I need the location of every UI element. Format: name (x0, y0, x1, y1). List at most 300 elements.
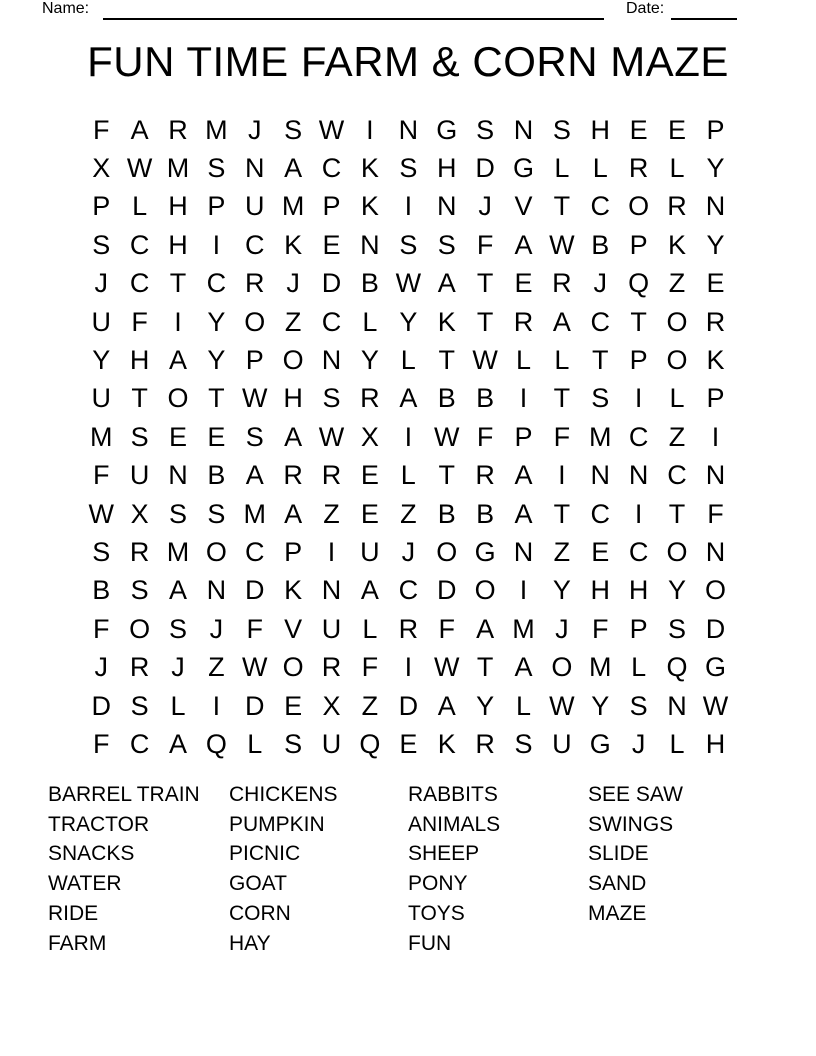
grid-cell: M (512, 613, 535, 644)
grid-cell: S (476, 114, 495, 145)
grid-cell: Y (668, 575, 687, 606)
letter-grid (82, 111, 735, 764)
grid-cell: C (129, 268, 150, 299)
grid-cell: N (360, 229, 380, 260)
grid-cell: K (668, 229, 687, 260)
date-blank-line (671, 0, 737, 20)
grid-cell: H (590, 114, 611, 145)
grid-cell: D (245, 690, 265, 721)
grid-cell: Z (668, 268, 686, 299)
grid-cell: L (400, 460, 416, 491)
grid-cell: W (88, 498, 114, 529)
grid-cell: S (284, 114, 303, 145)
grid-cell: L (592, 153, 608, 184)
grid-cell: A (284, 153, 303, 184)
grid-cell: C (129, 728, 150, 759)
grid-cell: R (129, 536, 150, 567)
grid-cell: R (168, 114, 188, 145)
grid-cell: I (404, 421, 413, 452)
grid-cell: B (207, 460, 226, 491)
grid-cell: F (92, 613, 110, 644)
grid-cell: F (92, 460, 110, 491)
grid-cell: H (436, 153, 457, 184)
grid-cell: S (130, 421, 149, 452)
grid-cell: T (553, 383, 571, 414)
grid-cell: T (476, 306, 494, 337)
grid-cell: P (245, 345, 264, 376)
grid-cell: A (514, 229, 533, 260)
grid-cell: C (321, 306, 342, 337)
grid-cell: C (129, 229, 150, 260)
grid-cell: L (669, 383, 685, 414)
grid-cell: Q (628, 268, 650, 299)
grid-cell: Z (400, 498, 417, 529)
grid-cell: O (282, 345, 304, 376)
grid-cell: Y (399, 306, 418, 337)
grid-cell: G (474, 536, 496, 567)
date-label: Date: (626, 0, 665, 17)
grid-cell: U (321, 613, 342, 644)
grid-cell: L (669, 728, 685, 759)
word-item: HAY (229, 931, 271, 955)
grid-cell: I (212, 690, 221, 721)
grid-cell: R (628, 153, 649, 184)
grid-cell: L (362, 613, 378, 644)
grid-cell: C (628, 536, 649, 567)
word-item: ANIMALS (408, 812, 501, 836)
grid-cell: O (129, 613, 151, 644)
name-blank-line (103, 0, 604, 20)
grid-cell: C (321, 153, 342, 184)
grid-cell: Y (591, 690, 610, 721)
grid-cell: O (244, 306, 266, 337)
grid-cell: F (92, 728, 110, 759)
word-item: SEE SAW (588, 783, 683, 806)
grid-cell: B (437, 498, 456, 529)
grid-cell: Q (666, 652, 688, 683)
grid-cell: F (592, 613, 609, 644)
grid-cell: K (284, 229, 303, 260)
grid-cell: A (360, 575, 379, 606)
grid-cell: X (360, 421, 379, 452)
grid-cell: J (248, 114, 262, 145)
grid-cell: R (398, 613, 419, 644)
grid-cell: Q (359, 728, 381, 759)
grid-cell: E (207, 421, 226, 452)
grid-cell: W (242, 383, 268, 414)
grid-cell: H (168, 229, 188, 260)
grid-cell: J (555, 613, 569, 644)
grid-cell: J (171, 652, 185, 683)
grid-cell: Z (208, 652, 225, 683)
grid-cell: J (94, 652, 108, 683)
grid-cell: P (706, 383, 725, 414)
grid-cell: A (476, 613, 495, 644)
grid-cell: N (321, 575, 342, 606)
grid-cell: U (245, 191, 265, 222)
word-item: SHEEP (408, 842, 480, 866)
grid-cell: H (129, 345, 150, 376)
grid-cell: N (206, 575, 227, 606)
grid-cell: L (247, 728, 263, 759)
grid-cell: D (475, 153, 495, 184)
grid-cell: A (284, 498, 303, 529)
grid-cell: N (590, 460, 611, 491)
grid-cell: R (475, 460, 495, 491)
grid-cell: B (92, 575, 111, 606)
grid-cell: I (711, 421, 720, 452)
grid-cell: K (360, 191, 379, 222)
grid-cell: M (89, 421, 113, 452)
grid-cell: Y (706, 229, 725, 260)
grid-cell: A (437, 268, 456, 299)
grid-cell: X (130, 498, 149, 529)
grid-cell: J (94, 268, 108, 299)
grid-cell: O (282, 652, 304, 683)
grid-cell: Y (92, 345, 111, 376)
grid-cell: Z (323, 498, 340, 529)
grid-cell: W (549, 690, 575, 721)
grid-cell: W (395, 268, 422, 299)
grid-cell: T (476, 268, 494, 299)
grid-cell: R (705, 306, 726, 337)
grid-cell: D (91, 690, 111, 721)
grid-cell: V (514, 191, 533, 222)
grid-cell: O (436, 536, 458, 567)
grid-cell: S (399, 153, 418, 184)
grid-cell: T (592, 345, 609, 376)
grid-cell: T (169, 268, 187, 299)
grid-cell: A (399, 383, 418, 414)
word-item: GOAT (229, 872, 287, 896)
grid-cell: S (168, 498, 187, 529)
grid-cell: L (515, 345, 531, 376)
grid-cell: T (208, 383, 225, 414)
grid-cell: L (515, 690, 531, 721)
grid-cell: A (514, 498, 533, 529)
grid-cell: U (91, 383, 111, 414)
grid-cell: R (321, 652, 342, 683)
grid-cell: L (170, 690, 186, 721)
grid-cell: I (634, 383, 643, 414)
grid-cell: B (476, 498, 495, 529)
grid-cell: E (668, 114, 687, 145)
word-item: SAND (588, 872, 647, 896)
grid-cell: H (590, 575, 611, 606)
word-item: CHICKENS (229, 783, 338, 806)
grid-cell: L (132, 191, 148, 222)
grid-cell: R (475, 728, 495, 759)
grid-cell: I (634, 498, 643, 529)
grid-cell: U (129, 460, 150, 491)
grid-cell: D (321, 268, 342, 299)
grid-cell: P (514, 421, 533, 452)
grid-cell: O (704, 575, 726, 606)
grid-cell: A (168, 575, 187, 606)
grid-cell: L (669, 153, 685, 184)
grid-cell: A (437, 690, 456, 721)
word-list-column (229, 780, 408, 958)
grid-cell: K (437, 728, 456, 759)
grid-cell: G (589, 728, 611, 759)
grid-cell: P (284, 536, 303, 567)
grid-cell: I (327, 536, 336, 567)
word-item: PUMPKIN (229, 812, 325, 836)
grid-cell: A (130, 114, 149, 145)
grid-cell: R (245, 268, 265, 299)
grid-cell: O (551, 652, 573, 683)
grid-cell: T (476, 652, 494, 683)
grid-cell: C (590, 498, 611, 529)
grid-cell: L (554, 153, 570, 184)
grid-cell: S (591, 383, 610, 414)
grid-cell: S (92, 536, 111, 567)
word-list-column (48, 780, 229, 958)
grid-cell: F (553, 421, 571, 452)
grid-cell: F (361, 652, 379, 683)
grid-cell: W (549, 229, 575, 260)
grid-cell: S (399, 229, 418, 260)
grid-cell: T (131, 383, 148, 414)
grid-cell: A (245, 460, 264, 491)
grid-cell: P (629, 229, 648, 260)
grid-cell: K (360, 153, 379, 184)
grid-cell: O (666, 345, 688, 376)
grid-cell: I (404, 191, 413, 222)
grid-cell: R (129, 652, 150, 683)
grid-cell: W (702, 690, 729, 721)
grid-cell: A (168, 728, 187, 759)
grid-cell: Y (207, 345, 226, 376)
grid-cell: H (705, 728, 726, 759)
grid-cell: S (207, 153, 226, 184)
grid-cell: N (705, 460, 726, 491)
grid-cell: J (401, 536, 416, 567)
grid-cell: S (514, 728, 533, 759)
grid-cell: P (629, 613, 648, 644)
grid-cell: I (519, 383, 528, 414)
grid-cell: G (512, 153, 534, 184)
grid-cell: F (476, 229, 494, 260)
grid-cell: S (668, 613, 687, 644)
grid-cell: Z (668, 421, 686, 452)
grid-cell: N (436, 191, 457, 222)
grid-cell: A (514, 652, 533, 683)
grid-cell: K (437, 306, 456, 337)
grid-cell: F (707, 498, 724, 529)
grid-cell: C (206, 268, 227, 299)
word-item: BARREL TRAIN (48, 783, 200, 806)
word-list-column (588, 780, 758, 958)
word-list (48, 780, 758, 958)
grid-cell: J (593, 268, 608, 299)
word-item: CORN (229, 901, 291, 925)
grid-cell: Y (207, 306, 226, 337)
grid-cell: A (284, 421, 303, 452)
grid-cell: X (322, 690, 341, 721)
grid-cell: Y (476, 690, 495, 721)
grid-cell: S (284, 728, 303, 759)
word-item: FARM (48, 931, 107, 955)
grid-cell: L (631, 652, 647, 683)
word-item: TRACTOR (48, 812, 150, 836)
grid-cell: Q (205, 728, 227, 759)
word-item: PICNIC (229, 842, 301, 866)
grid-cell: A (514, 460, 533, 491)
grid-cell: D (436, 575, 457, 606)
grid-cell: F (131, 306, 148, 337)
grid-cell: M (589, 421, 612, 452)
grid-cell: M (243, 498, 266, 529)
grid-cell: Z (361, 690, 379, 721)
grid-cell: I (404, 652, 413, 683)
grid-cell: X (92, 153, 111, 184)
grid-cell: S (629, 690, 648, 721)
grid-cell: I (558, 460, 566, 491)
word-item: PONY (408, 872, 468, 896)
grid-cell: K (284, 575, 303, 606)
grid-cell: P (207, 191, 226, 222)
grid-cell: O (167, 383, 189, 414)
word-list-column (408, 780, 588, 958)
grid-cell: W (126, 153, 153, 184)
grid-cell: U (91, 306, 111, 337)
grid-cell: E (706, 268, 725, 299)
grid-cell: G (704, 652, 726, 683)
grid-cell: S (130, 575, 149, 606)
grid-cell: T (630, 306, 647, 337)
grid-cell: Z (553, 536, 571, 567)
grid-cell: M (589, 652, 612, 683)
grid-cell: U (552, 728, 572, 759)
grid-cell: C (245, 229, 265, 260)
word-item: FUN (408, 931, 452, 955)
grid-cell: L (554, 345, 570, 376)
grid-cell: B (476, 383, 495, 414)
grid-cell: J (478, 191, 492, 222)
grid-cell: S (437, 229, 456, 260)
grid-cell: W (242, 652, 268, 683)
grid-cell: S (552, 114, 571, 145)
grid-cell: N (168, 460, 188, 491)
grid-cell: I (212, 229, 221, 260)
grid-cell: F (92, 114, 110, 145)
grid-cell: C (398, 575, 419, 606)
grid-cell: F (476, 421, 494, 452)
grid-cell: S (245, 421, 264, 452)
grid-cell: O (205, 536, 227, 567)
grid-cell: W (318, 114, 345, 145)
grid-cell: N (245, 153, 265, 184)
grid-cell: R (283, 460, 303, 491)
grid-cell: G (436, 114, 458, 145)
word-item: MAZE (588, 901, 647, 925)
grid-cell: C (628, 421, 649, 452)
grid-cell: D (705, 613, 726, 644)
grid-cell: N (513, 114, 534, 145)
grid-cell: U (360, 536, 380, 567)
name-label: Name: (42, 0, 90, 17)
grid-cell: P (92, 191, 111, 222)
grid-cell: J (631, 728, 646, 759)
grid-cell: E (629, 114, 648, 145)
word-item: WATER (48, 872, 122, 896)
grid-cell: F (246, 613, 263, 644)
grid-cell: C (590, 191, 611, 222)
grid-cell: R (552, 268, 572, 299)
word-item: SLIDE (588, 842, 649, 866)
grid-cell: D (245, 575, 265, 606)
grid-cell: T (553, 191, 571, 222)
grid-cell: O (666, 536, 688, 567)
grid-cell: R (667, 191, 687, 222)
grid-cell: J (209, 613, 224, 644)
grid-cell: I (174, 306, 182, 337)
grid-cell: C (667, 460, 687, 491)
grid-cell: T (553, 498, 571, 529)
grid-cell: M (166, 153, 190, 184)
grid-cell: B (591, 229, 610, 260)
grid-cell: E (360, 460, 379, 491)
grid-cell: M (166, 536, 190, 567)
grid-cell: E (591, 536, 610, 567)
grid-cell: F (438, 613, 455, 644)
grid-cell: Y (552, 575, 571, 606)
grid-cell: O (628, 191, 650, 222)
grid-cell: N (398, 114, 419, 145)
grid-cell: P (322, 191, 341, 222)
word-item: RABBITS (408, 783, 498, 806)
grid-cell: N (321, 345, 342, 376)
grid-cell: W (318, 421, 345, 452)
grid-cell: C (590, 306, 611, 337)
grid-cell: R (513, 306, 534, 337)
grid-cell: T (668, 498, 686, 529)
grid-cell: E (514, 268, 533, 299)
grid-cell: Y (360, 345, 379, 376)
grid-cell: B (360, 268, 379, 299)
grid-cell: S (322, 383, 341, 414)
grid-cell: O (666, 306, 688, 337)
grid-cell: L (362, 306, 378, 337)
grid-cell: J (286, 268, 300, 299)
grid-cell: S (130, 690, 149, 721)
grid-cell: E (284, 690, 303, 721)
word-item: TOYS (408, 901, 465, 925)
grid-cell: P (629, 345, 648, 376)
word-item: RIDE (48, 901, 99, 925)
grid-cell: S (92, 229, 111, 260)
grid-cell: N (705, 191, 726, 222)
grid-cell: O (474, 575, 496, 606)
grid-cell: D (398, 690, 419, 721)
word-item: SWINGS (588, 812, 674, 836)
grid-cell: C (245, 536, 265, 567)
grid-cell: N (667, 690, 687, 721)
grid-cell: U (321, 728, 342, 759)
grid-cell: I (366, 114, 374, 145)
grid-cell: V (284, 613, 303, 644)
grid-cell: R (321, 460, 342, 491)
grid-cell: R (360, 383, 380, 414)
grid-cell: E (399, 728, 418, 759)
word-item: SNACKS (48, 842, 135, 866)
grid-cell: H (628, 575, 649, 606)
grid-cell: N (513, 536, 534, 567)
grid-cell: A (168, 345, 187, 376)
grid-cell: T (438, 345, 455, 376)
grid-cell: B (437, 383, 456, 414)
